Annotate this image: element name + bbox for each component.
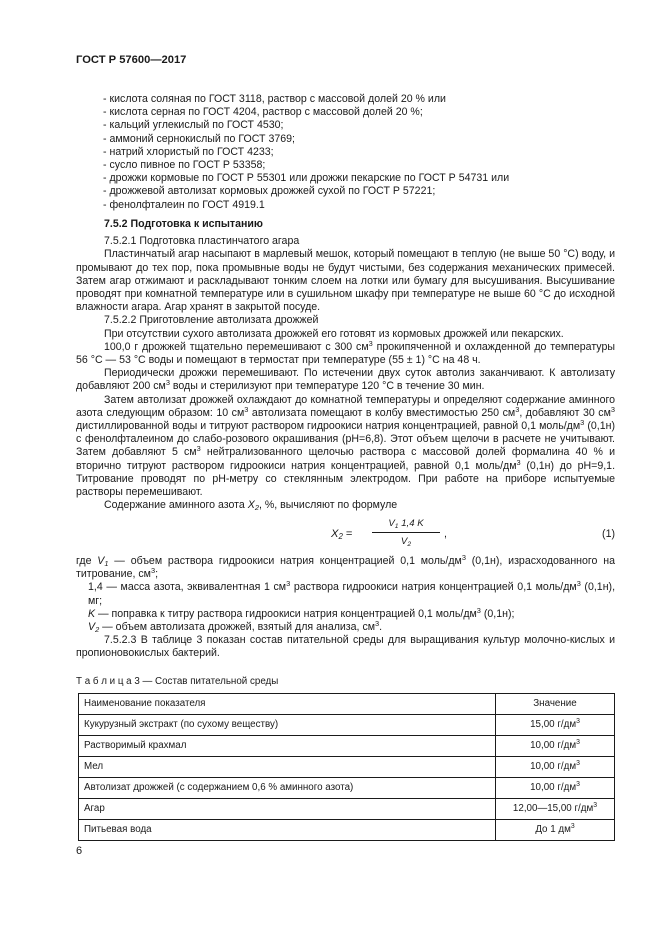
table-row (79, 799, 615, 820)
indicator-name: Агар (79, 799, 496, 820)
table-row (79, 757, 615, 778)
list-item: - кислота соляная по ГОСТ 3118, раствор с массовой долей 20 % или (103, 93, 446, 105)
table-row (79, 778, 615, 799)
indicator-value: 15,00 $г/дм^3$ (496, 715, 615, 736)
table-row (79, 820, 615, 841)
list-item: - натрий хлористый по ГОСТ 4233; (103, 145, 274, 158)
indicator-name: Питьевая вода (79, 820, 496, 841)
definition-v2: $V_2$ — объем автолизата дрожжей, взятый для анализа, $см^3$. (88, 619, 383, 635)
formula-fraction (366, 517, 446, 548)
formula-lhs: $X_2$ = (331, 528, 353, 541)
paragraph-stir: Периодически дрожжи перемешивают. По истечении двух суток автолиз заканчивают. К автолизату добавляют 200 $см^3$ воды и стерилизуют при температуре 120 °C в течение 30 мин. (76, 367, 615, 393)
indicator-value: 12,00—15,00 $г/дм^3$ (496, 799, 615, 820)
indicator-value: 10,00 $г/дм^3$ (496, 778, 615, 799)
document-header: ГОСТ Р 57600—2017 (76, 54, 187, 66)
paragraph-agar: Пластинчатый агар насыпают в марлевый мешок, который помещают в теплую (не выше 50 °C) воду, и промывают до тех пор, пока промывные воды не будут чистыми, без содержания механических примесей. Затем агар отжимают и раскладывают тонким слоем на лотки или бумагу для высушивания. Высушивание проводят при комнатной температуре или в сушильном шкафу при температуре не выше 60 °C до исходной влажности агара. Агар хранят в закрытой посуде. (76, 248, 615, 314)
column-header-value: Значение (496, 694, 615, 715)
section-7-5-2 (76, 218, 615, 512)
list-item: - сусло пивное по ГОСТ Р 53358; (103, 158, 266, 171)
list-item: - кальций углекислый по ГОСТ 4530; (103, 119, 284, 132)
indicator-value: 10,00 $г/дм^3$ (496, 757, 615, 778)
subsection-heading: 7.5.2.1 Подготовка пластинчатого агара (104, 235, 300, 248)
list-item: - кислота серная по ГОСТ 4204, раствор с массовой долей 20 %; (103, 106, 423, 119)
table-row (79, 736, 615, 757)
formula-numerator: $V_1$ 1,4 K (388, 518, 424, 530)
section-heading: 7.5.2 Подготовка к испытанию (104, 218, 263, 230)
indicator-name: Растворимый крахмал (79, 736, 496, 757)
paragraph-formula-intro: Содержание аминного азота $X_2$, %, вычисляют по формуле (104, 499, 398, 513)
indicator-name: Автолизат дрожжей (с содержанием 0,6 % аминного азота) (79, 778, 496, 799)
column-header-name: Наименование показателя (79, 694, 496, 715)
equation-number: (1) (602, 528, 615, 540)
paragraph-mix: 100,0 г дрожжей тщательно перемешивают с 300 $см^3$ прокипяченной и охлажденной до температуры 56 °C — 53 °C воды и помещают в термостат при температуре (55 ± 1) °C на 48 ч. (76, 338, 615, 367)
indicator-name: Кукурузный экстракт (по сухому веществу) (79, 715, 496, 736)
reagent-list (103, 93, 603, 212)
subsection-7-5-2-3: 7.5.2.3 В таблице 3 показан состав питательной среды для выращивания культур молочно-кислых и пропионовокислых бактерий. (76, 634, 615, 660)
paragraph-prep: При отсутствии сухого автолизата дрожжей его готовят из кормовых дрожжей или пекарских. (104, 327, 564, 340)
definition-mass: 1,4 — масса азота, эквивалентная 1 $см^3$ раствора гидроокиси натрия концентрацией 0,1 моль/$дм^3$ (0,1н), мг; (88, 579, 616, 607)
definition-v1: где $V_1$ — объем раствора гидроокиси натрия концентрацией 0,1 моль/$дм^3$ (0,1н), израсходованного на титрование, $см^3$; (76, 553, 615, 581)
formula-comma: , (444, 528, 447, 540)
list-item: - дрожжи кормовые по ГОСТ Р 55301 или дрожжи пекарские по ГОСТ Р 54731 или (103, 172, 510, 185)
page-number: 6 (76, 845, 83, 857)
variable-definitions (76, 555, 615, 661)
formula-1 (76, 517, 615, 551)
indicator-value: До 1 $дм^3$ (496, 820, 615, 841)
composition-table (78, 693, 615, 841)
subsection-heading: 7.5.2.2 Приготовление автолизата дрожжей (104, 314, 319, 327)
table-row (79, 715, 615, 736)
table-header-row (79, 694, 615, 715)
list-item: - фенолфталеин по ГОСТ 4919.1 (103, 198, 265, 211)
formula-denominator: $V_2$ (400, 536, 412, 549)
list-item: - аммоний сернокислый по ГОСТ 3769; (103, 132, 295, 145)
indicator-value: 10,00 $г/дм^3$ (496, 736, 615, 757)
indicator-name: Мел (79, 757, 496, 778)
fraction-bar (372, 532, 440, 533)
table-caption: Т а б л и ц а 3 — Состав питательной среды (76, 676, 279, 687)
list-item: - дрожжевой автолизат кормовых дрожжей сухой по ГОСТ Р 57221; (103, 185, 436, 198)
definition-k: K — поправка к титру раствора гидроокиси натрия концентрацией 0,1 моль/$дм^3$ (0,1н); (88, 605, 515, 620)
paragraph-titration: Затем автолизат дрожжей охлаждают до комнатной температуры и определяют содержание аминного азота следующим образом: 10 $см^3$ автолизата помещают в колбу вместимостью 250 $см^3$, добавляют 30 $см^3$ дистиллированной воды и титруют раствором гидроокиси натрия концентрацией, равной 0,1 моль/$дм^3$ (0,1н) с фенолфталеином до слабо-розового окрашивания (pH=6,8). Этот объем щелочи в расчете не учитывают. Затем добавляют 5 $см^3$ нейтрализованного щелочью раствора с массовой долей формалина 40 % и вторично титруют раствором гидроокиси натрия концентрацией, равной 0,1 моль/$дм^3$ (0,1н) до pH=9,1. Титрование проводят по pH-метру со стеклянным электродом. При работе на приборе испытуемые растворы перемешивают. (76, 393, 616, 499)
